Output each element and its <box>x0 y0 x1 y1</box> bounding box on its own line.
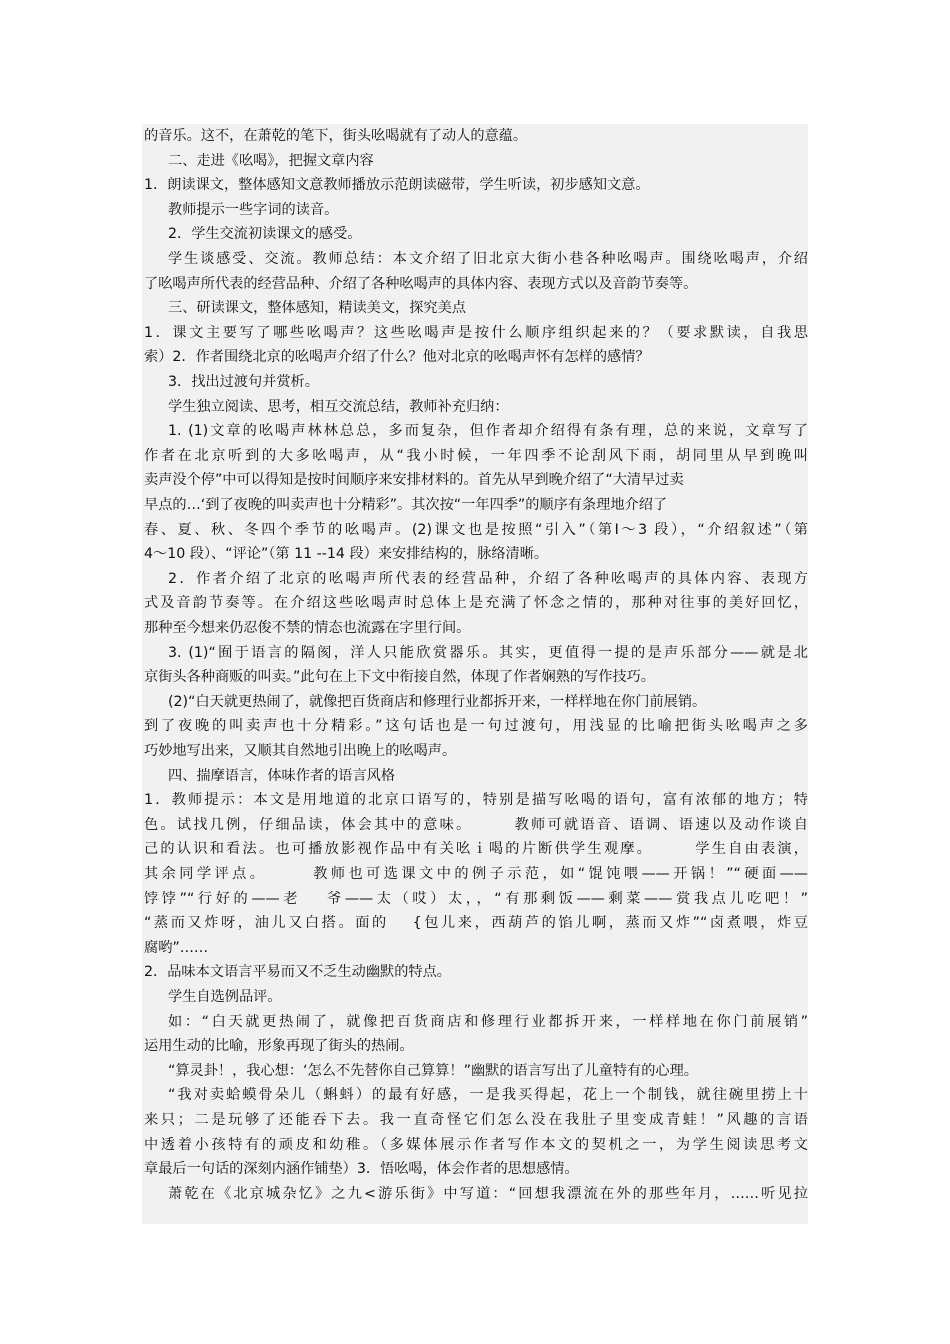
text-line: 饽饽”“行好的——老 爷——太（哎）太，，“有那剩饭——剩菜——赏我点儿吃吧！” <box>144 890 808 907</box>
text-line: 三、研读课文，整体感知，精读美文，探究美点 <box>168 300 466 317</box>
text-line: 1．教师提示：本文是用地道的北京口语写的，特别是描写吆喝的语句，富有浓郁的地方；特 <box>144 792 808 809</box>
text-line: 学生自选例品评。 <box>168 989 282 1005</box>
text-line: 学生谈感受、交流。教师总结：本文介绍了旧北京大街小巷各种吆喝声。围绕吆喝声，介绍 <box>168 251 808 267</box>
text-line: 巧妙地写出来，又顺其自然地引出晚上的吆喝声。 <box>144 743 457 759</box>
text-line: 3．找出过渡句并赏析。 <box>168 374 319 390</box>
text-line: 3. (1)“囿于语言的隔阂，洋人只能欣赏器乐。其实，更值得一提的是声乐部分——就是北 <box>168 644 808 661</box>
text-line: 腐哟”…… <box>144 939 209 956</box>
text-line: 到了夜晚的叫卖声也十分精彩。”这句话也是一句过渡句，用浅显的比喻把街头吆喝声之多 <box>144 718 808 735</box>
text-line: 1．朗读课文，整体感知文意教师播放示范朗读磁带，学生听读，初步感知文意。 <box>144 177 650 194</box>
text-line: 春、夏、秋、冬四个季节的吆喝声。(2)课文也是按照“引入”（第Ⅰ～3 段），“介绍叙述”（第 <box>144 521 808 538</box>
text-line: “我对卖蛤蟆骨朵儿（蝌蚪）的最有好感，一是我买得起，花上一个制钱，就往碗里捞上十 <box>168 1087 808 1104</box>
text-line: 1．课文主要写了哪些吆喝声？这些吆喝声是按什么顺序组织起来的？（要求默读，自我思 <box>144 324 808 341</box>
text-line: 2．作者介绍了北京的吆喝声所代表的经营品种，介绍了各种吆喝声的具体内容、表现方 <box>168 570 808 587</box>
text-line: 的音乐。这不，在萧乾的笔下，街头吆喝就有了动人的意蕴。 <box>144 128 528 144</box>
text-line: 色。试找几例，仔细品读，体会其中的意味。 教师可就语音、语调、语速以及动作谈自 <box>144 816 808 833</box>
text-line: “算灵卦！，我心想：‘怎么不先替你自己算算！”幽默的语言写出了儿童特有的心理。 <box>168 1062 698 1079</box>
text-line: 如：“白天就更热闹了，就像把百货商店和修理行业都拆开来，一样样地在你门前展销” <box>168 1013 808 1030</box>
text-line: 章最后一句话的深刻内涵作铺垫）3．悟吆喝，体会作者的思想感情。 <box>144 1161 579 1178</box>
text-line: 教师提示一些字词的读音。 <box>168 201 339 218</box>
text-line: 运用生动的比喻，形象再现了街头的热闹。 <box>144 1038 414 1055</box>
text-line: 卖声没个停”中可以得知是按时间顺序来安排材料的。首先从早到晚介绍了“大清早过卖 <box>144 472 684 489</box>
text-line: 己的认识和看法。也可播放影视作品中有关吆ｉ喝的片断供学生观摩。 学生自由表演， <box>144 841 808 858</box>
text-line: 作者在北京听到的大多吆喝声，从“我小时候，一年四季不论刮风下雨，胡同里从早到晚叫 <box>144 447 808 464</box>
text-line: 1. (1)文章的吆喝声林林总总，多而复杂，但作者却介绍得有条有理，总的来说，文章写了 <box>168 423 808 440</box>
text-line: 京街头各种商贩的叫卖。”此句在上下文中衔接自然，体现了作者娴熟的写作技巧。 <box>144 669 656 686</box>
text-line: “蒸而又炸呀，油儿又白搭。面的 {包儿来，西葫芦的馅儿啊，蒸而又炸”“卤煮喂，炸豆 <box>144 915 808 932</box>
text-line: 四、揣摩语言，体味作者的语言风格 <box>168 767 396 784</box>
text-line: 式及音韵节奏等。在介绍这些吆喝声时总体上是充满了怀念之情的，那种对往事的美好回忆， <box>144 595 808 612</box>
text-line: 其余同学评点。 教师也可选课文中的例子示范，如“馄饨喂——开锅！”“硬面—— <box>144 866 808 882</box>
text-line: (2)“白天就更热闹了，就像把百货商店和修理行业都拆开来，一样样地在你门前展销。 <box>168 693 707 710</box>
text-line: 二、走进《吆喝》，把握文章内容 <box>168 152 374 169</box>
text-line: 了吆喝声所代表的经营品种、介绍了各种吆喝声的具体内容、表现方式以及音韵节奏等。 <box>144 275 698 292</box>
text-line: 4～10 段）、“评论”（第 11 --14 段）来安排结构的，脉络清晰。 <box>144 546 549 563</box>
text-line: 中透着小孩特有的顽皮和幼稚。（多媒体展示作者写作本文的契机之一，为学生阅读思考文 <box>144 1136 808 1153</box>
text-line: 萧乾在《北京城杂忆》之九<游乐街》中写道：“回想我漂流在外的那些年月，……听见拉 <box>168 1185 808 1202</box>
text-line: 索）2．作者围绕北京的吆喝声介绍了什么？他对北京的吆喝声怀有怎样的感情？ <box>144 349 650 366</box>
text-line: 那种至今想来仍忍俊不禁的情态也流露在字里行间。 <box>144 620 471 636</box>
text-line: 2．品味本文语言平易而又不乏生动幽默的特点。 <box>144 964 451 981</box>
text-line: 2．学生交流初读课文的感受。 <box>168 226 362 243</box>
text-line: 早点的…‘到了夜晚的叫卖声也十分精彩”。其次按“一年四季”的顺序有条理地介绍了 <box>144 497 668 513</box>
text-line: 学生独立阅读、思考，相互交流总结，教师补充归纳： <box>168 398 509 415</box>
text-line: 来只；二是玩够了还能吞下去。我一直奇怪它们怎么没在我肚子里变成青蛙！”风趣的言语 <box>144 1112 808 1128</box>
